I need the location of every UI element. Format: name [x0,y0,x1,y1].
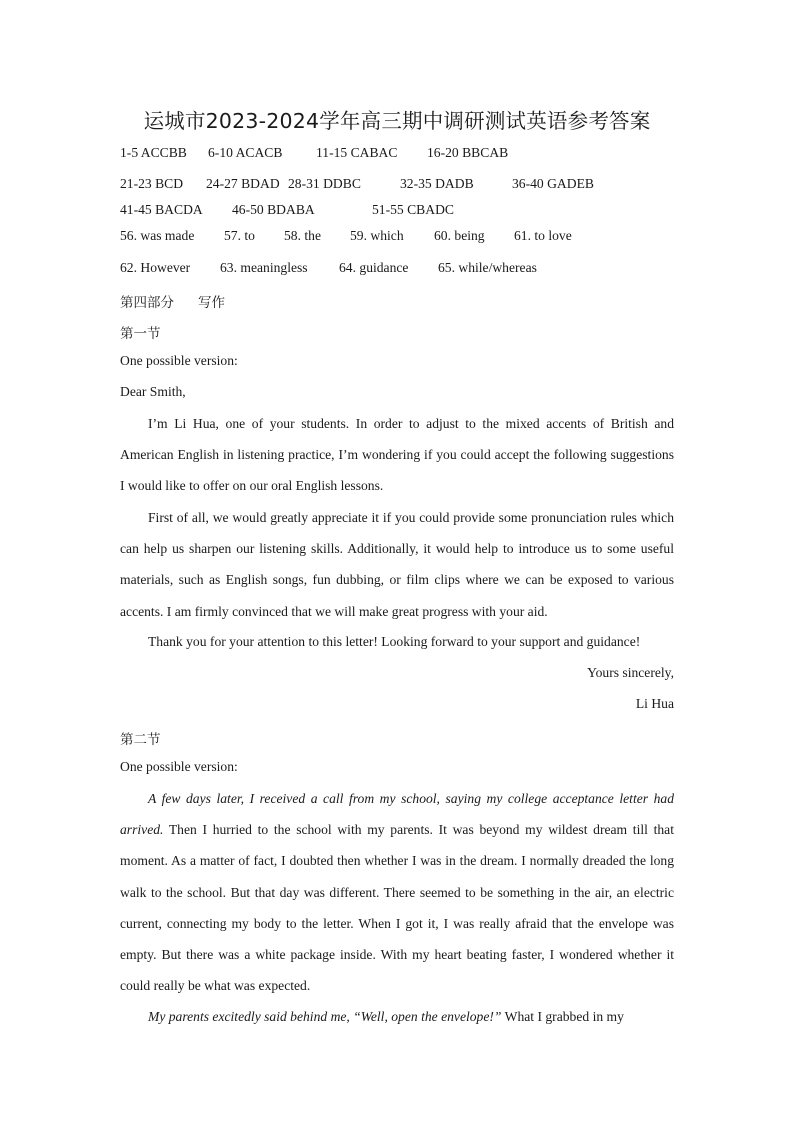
answer-item: 60. being [434,228,485,243]
section1-version: One possible version: [120,353,238,368]
story-opening-sentence-2: My parents excitedly said behind me, “Well, open the envelope!” [148,1009,502,1024]
part-label: 第四部分 [120,295,174,311]
answer-item: 62. However [120,260,191,275]
letter-paragraph-1: I’m Li Hua, one of your students. In order to adjust to the mixed accents of British and American English in listening practice, I’m wondering if you could accept the following suggestions I would like to offer on our oral English lessons. [120,416,674,494]
answer-group: 36-40 GADEB [512,176,594,191]
page-title: 运城市2023-2024学年高三期中调研测试英语参考答案 [143,109,651,133]
answer-item: 56. was made [120,228,195,243]
answer-item: 64. guidance [339,260,409,275]
answer-item: 59. which [350,228,404,243]
answer-item: 65. while/whereas [438,260,537,275]
answer-group: 16-20 BBCAB [427,145,509,160]
answer-group: 28-31 DDBC [288,176,361,191]
story-paragraph-2 [120,1001,674,1032]
answer-group: 46-50 BDABA [232,202,315,217]
answer-group: 24-27 BDAD [206,176,280,191]
letter-greeting: Dear Smith, [120,384,186,399]
answer-group: 1-5 ACCBB [120,145,187,160]
letter-paragraph-2: First of all, we would greatly appreciate it if you could provide some pronunciation rules which can help us sharpen our listening skills. Additionally, it would help to introduce us to some useful materials, such as English songs, fun dubbing, or film clips where we can be exposed to various accents. I am firmly convinced that we will make great progress with your aid. [120,510,674,619]
story-paragraph-1 [120,783,674,1001]
section2-version: One possible version: [120,759,238,774]
answer-group: 32-35 DADB [400,176,474,191]
answer-group: 11-15 CABAC [316,145,398,160]
answer-group: 51-55 CBADC [372,202,454,217]
section2-heading: 第二节 [120,732,161,748]
letter-paragraph-3: Thank you for your attention to this letter! Looking forward to your support and guidance! [148,634,641,649]
answer-item: 58. the [284,228,321,243]
answer-item: 63. meaningless [220,260,308,275]
story-paragraph-2-text: What I grabbed in my [501,1009,624,1024]
answer-group: 6-10 ACACB [208,145,283,160]
letter-closing: Yours sincerely, [587,665,674,680]
answer-group: 41-45 BACDA [120,202,203,217]
story-opening-sentence: A few days later, I received a call from my school, saying my college acceptance letter had arrived. [120,791,674,838]
letter-signature: Li Hua [635,696,674,711]
story-paragraph-1-text: Then I hurried to the school with my parents. It was beyond my wildest dream till that moment. As a matter of fact, I doubted then whether I was in the dream. I normally dreaded the long walk to the school. But that day was different. There seemed to be something in the air, an electric current, connecting my body to the letter. When I got it, I was really afraid that the envelope was empty. But there was a white package inside. With my heart beating faster, I wondered whether it could really be what was expected. [120,822,674,994]
answer-item: 61. to love [514,228,572,243]
part-sub-label: 写作 [198,295,225,311]
answer-item: 57. to [224,228,255,243]
answer-group: 21-23 BCD [120,176,184,191]
section1-heading: 第一节 [120,326,161,342]
